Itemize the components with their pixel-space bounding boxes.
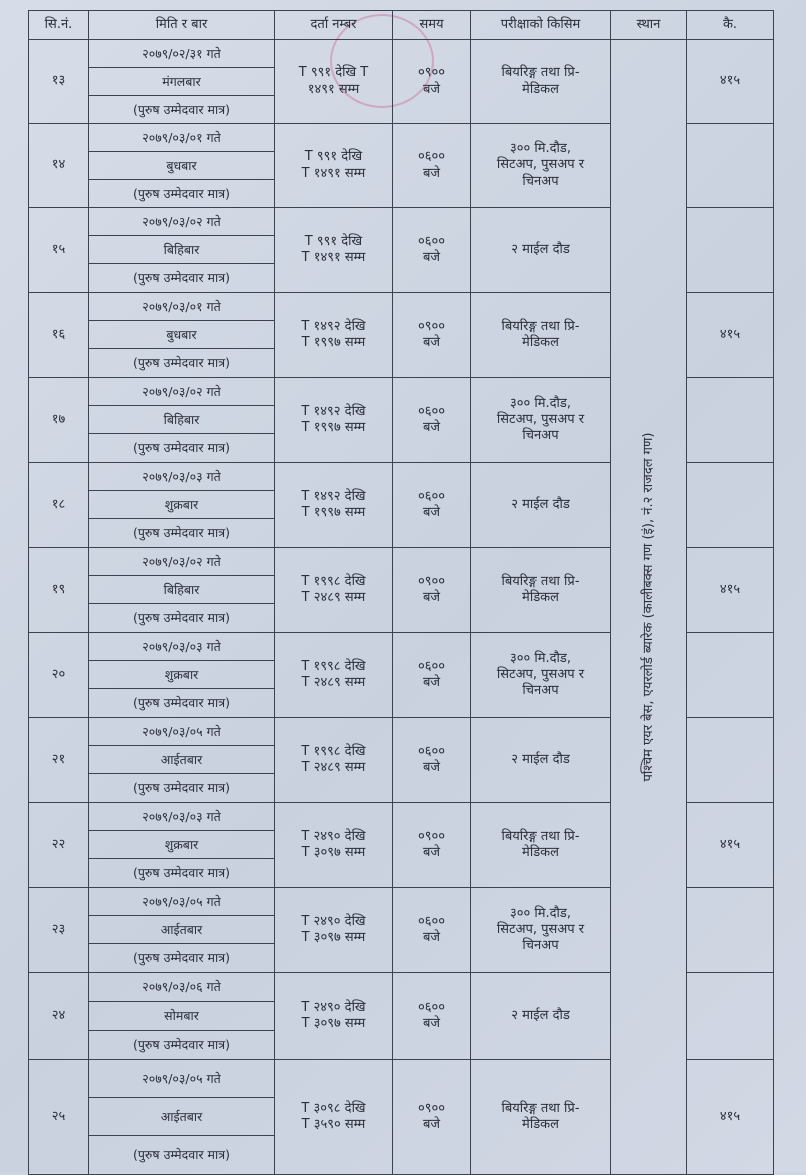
day-cell: बुधबार (89, 321, 275, 349)
header-date-day: मिति र बार (89, 11, 275, 40)
time-unit: बजे (422, 1117, 441, 1132)
remarks-cell (687, 463, 774, 548)
registration-from: T २४९० देखि (301, 913, 366, 929)
registration-from: T ९९१ देखि T (298, 65, 369, 81)
registration-to: १४९१ सम्म (307, 81, 360, 97)
time-cell (393, 208, 471, 293)
time-unit: बजे (422, 845, 441, 860)
time-value: ०९०० (417, 828, 446, 844)
day-cell: बिहिबार (89, 406, 275, 434)
exam-line-1: बियरिङ्ग तथा प्रि- (501, 65, 580, 81)
candidate-note-cell: (पुरुष उम्मेदवार मात्र) (89, 944, 275, 973)
time-unit: बजे (422, 505, 441, 520)
candidate-note-cell: (पुरुष उम्मेदवार मात्र) (89, 689, 275, 718)
time-value: ०९०० (417, 1100, 446, 1116)
day-cell: बिहिबार (89, 576, 275, 604)
time-cell (393, 124, 471, 208)
remarks-cell (687, 208, 774, 293)
exam-line-2: मेडिकल (522, 81, 559, 97)
day-cell: शुक्रबार (89, 831, 275, 859)
time-value: ०६०० (417, 913, 446, 929)
time-cell (393, 40, 471, 124)
remarks-cell: ४१५ (687, 1060, 774, 1175)
time-value: ०६०० (417, 403, 446, 419)
candidate-note-cell: (पुरुष उम्मेदवार मात्र) (89, 1136, 275, 1175)
registration-range-cell (275, 40, 393, 124)
header-exam-type: परीक्षाको किसिम (471, 11, 611, 40)
candidate-note-cell: (पुरुष उम्मेदवार मात्र) (89, 859, 275, 888)
candidate-note-cell: (पुरुष उम्मेदवार मात्र) (89, 96, 275, 124)
exam-line-3: चिनअप (522, 173, 559, 189)
day-cell: सोमबार (89, 1002, 275, 1031)
candidate-note-cell: (पुरुष उम्मेदवार मात्र) (89, 519, 275, 548)
exam-line-2: मेडिकल (522, 845, 559, 860)
exam-line-1: ३०० मि.दौड, (509, 395, 572, 411)
registration-from: T ३०९८ देखि (301, 1100, 366, 1116)
day-cell: शुक्रबार (89, 491, 275, 519)
registration-to: T ३०९७ सम्म (301, 1016, 366, 1031)
exam-type-cell (471, 973, 611, 1060)
exam-line-2: सिटअप, पुसअप र (496, 157, 585, 173)
registration-to: T १९९७ सम्म (301, 505, 366, 520)
registration-range-cell (275, 463, 393, 548)
time-cell (393, 888, 471, 973)
registration-to: T २४८९ सम्म (301, 590, 366, 605)
candidate-note-cell: (पुरुष उम्मेदवार मात्र) (89, 604, 275, 633)
remarks-cell (687, 973, 774, 1060)
remarks-cell: ४१५ (687, 548, 774, 633)
time-unit: बजे (422, 420, 441, 435)
exam-type-cell (471, 40, 611, 124)
registration-range-cell (275, 293, 393, 378)
time-cell (393, 463, 471, 548)
registration-range-cell (275, 548, 393, 633)
time-cell (393, 378, 471, 463)
date-cell: २०७९/०३/०५ गते (89, 718, 275, 746)
exam-line-1: बियरिङ्ग तथा प्रि- (501, 573, 580, 589)
date-cell: २०७९/०२/३१ गते (89, 40, 275, 68)
remarks-cell: ४१५ (687, 803, 774, 888)
location-text: पश्चिम एयर बेस, एयरलोर्ड ब्यारेक (कालीबक्स गण (इं), नं.२ राजदल गण) (640, 432, 656, 782)
exam-line-2: सिटअप, पुसअप र (496, 666, 585, 682)
serial-number-cell: २० (29, 633, 89, 718)
time-cell (393, 718, 471, 803)
day-cell: आईतबार (89, 746, 275, 774)
candidate-note-cell: (पुरुष उम्मेदवार मात्र) (89, 264, 275, 293)
serial-number-cell: २३ (29, 888, 89, 973)
exam-line-2: सिटअप, पुसअप र (496, 411, 585, 427)
serial-number-cell: १३ (29, 40, 89, 124)
exam-line-1: २ माईल दौड (511, 496, 570, 512)
date-cell: २०७९/०३/०२ गते (89, 378, 275, 406)
registration-to: T २४८९ सम्म (301, 675, 366, 690)
exam-line-2: मेडिकल (522, 1117, 559, 1132)
time-unit: बजे (422, 930, 441, 945)
registration-range-cell (275, 1060, 393, 1175)
time-value: ०६०० (417, 149, 446, 165)
day-cell: मंगलबार (89, 68, 275, 96)
exam-line-3: चिनअप (522, 428, 559, 444)
candidate-note-cell: (पुरुष उम्मेदवार मात्र) (89, 180, 275, 208)
serial-number-cell: २५ (29, 1060, 89, 1175)
registration-from: T १९९८ देखि (301, 743, 366, 759)
registration-to: T २४८९ सम्म (301, 760, 366, 775)
registration-from: T १९९८ देखि (301, 658, 366, 674)
remarks-cell: ४१५ (687, 293, 774, 378)
time-unit: बजे (422, 81, 441, 97)
header-sn: सि.नं. (29, 11, 89, 40)
exam-type-cell (471, 803, 611, 888)
remarks-cell (687, 378, 774, 463)
registration-to: T १४९१ सम्म (301, 165, 366, 181)
registration-range-cell (275, 718, 393, 803)
candidate-note-cell: (पुरुष उम्मेदवार मात्र) (89, 774, 275, 803)
day-cell: शुक्रबार (89, 661, 275, 689)
registration-from: T ९९१ देखि (304, 149, 363, 165)
time-cell (393, 633, 471, 718)
candidate-note-cell: (पुरुष उम्मेदवार मात्र) (89, 349, 275, 378)
exam-line-1: बियरिङ्ग तथा प्रि- (501, 1100, 580, 1116)
remarks-cell (687, 124, 774, 208)
registration-to: T १९९७ सम्म (301, 420, 366, 435)
header-row (29, 11, 774, 40)
registration-to: T ३०९७ सम्म (301, 845, 366, 860)
serial-number-cell: १५ (29, 208, 89, 293)
day-cell: बुधबार (89, 152, 275, 180)
exam-line-3: चिनअप (522, 938, 559, 954)
date-cell: २०७९/०३/०२ गते (89, 548, 275, 576)
registration-range-cell (275, 124, 393, 208)
exam-type-cell (471, 888, 611, 973)
remarks-cell (687, 888, 774, 973)
exam-line-1: २ माईल दौड (511, 1007, 570, 1023)
exam-type-cell (471, 124, 611, 208)
registration-range-cell (275, 973, 393, 1060)
time-unit: बजे (422, 760, 441, 775)
exam-line-1: ३०० मि.दौड, (509, 905, 572, 921)
exam-line-1: बियरिङ्ग तथा प्रि- (501, 828, 580, 844)
serial-number-cell: २२ (29, 803, 89, 888)
date-cell: २०७९/०३/०३ गते (89, 803, 275, 831)
date-cell: २०७९/०३/०३ गते (89, 463, 275, 491)
registration-to: T १९९७ सम्म (301, 335, 366, 350)
date-cell: २०७९/०३/०२ गते (89, 208, 275, 236)
exam-line-1: ३०० मि.दौड, (509, 141, 572, 157)
time-value: ०६०० (417, 999, 446, 1015)
time-unit: बजे (422, 250, 441, 265)
exam-type-cell (471, 718, 611, 803)
time-value: ०९०० (417, 65, 446, 81)
registration-range-cell (275, 803, 393, 888)
date-cell: २०७९/०३/०१ गते (89, 293, 275, 321)
registration-range-cell (275, 633, 393, 718)
exam-line-2: मेडिकल (522, 590, 559, 605)
registration-to: T ३०९७ सम्म (301, 930, 366, 945)
time-cell (393, 1060, 471, 1175)
time-cell (393, 803, 471, 888)
location-cell (611, 40, 687, 1175)
exam-type-cell (471, 1060, 611, 1175)
serial-number-cell: १९ (29, 548, 89, 633)
day-cell: बिहिबार (89, 236, 275, 264)
registration-to: T ३५९० सम्म (301, 1117, 366, 1132)
exam-type-cell (471, 208, 611, 293)
time-unit: बजे (422, 590, 441, 605)
serial-number-cell: १८ (29, 463, 89, 548)
exam-type-cell (471, 463, 611, 548)
registration-from: T १४९२ देखि (301, 318, 366, 334)
time-cell (393, 973, 471, 1060)
registration-range-cell (275, 208, 393, 293)
exam-line-1: २ माईल दौड (511, 241, 570, 257)
header-time: समय (393, 11, 471, 40)
header-location: स्थान (611, 11, 687, 40)
date-cell: २०७९/०३/०१ गते (89, 124, 275, 152)
exam-type-cell (471, 548, 611, 633)
time-cell (393, 293, 471, 378)
exam-line-1: बियरिङ्ग तथा प्रि- (501, 318, 580, 334)
day-cell: आईतबार (89, 1098, 275, 1136)
time-unit: बजे (422, 335, 441, 350)
registration-from: T १९९८ देखि (301, 573, 366, 589)
serial-number-cell: १७ (29, 378, 89, 463)
date-cell: २०७९/०३/०५ गते (89, 1060, 275, 1098)
exam-type-cell (471, 633, 611, 718)
time-value: ०९०० (417, 318, 446, 334)
date-cell: २०७९/०३/०५ गते (89, 888, 275, 916)
candidate-note-cell: (पुरुष उम्मेदवार मात्र) (89, 434, 275, 463)
serial-number-cell: १६ (29, 293, 89, 378)
time-value: ०६०० (417, 743, 446, 759)
exam-line-2: मेडिकल (522, 335, 559, 350)
registration-range-cell (275, 888, 393, 973)
time-value: ०६०० (417, 488, 446, 504)
time-cell (393, 548, 471, 633)
candidate-note-cell: (पुरुष उम्मेदवार मात्र) (89, 1031, 275, 1060)
exam-line-1: २ माईल दौड (511, 751, 570, 767)
remarks-cell (687, 718, 774, 803)
registration-from: T ९९१ देखि (304, 233, 363, 249)
exam-schedule-table (28, 10, 774, 1175)
registration-from: T १४९२ देखि (301, 488, 366, 504)
registration-to: T १४९१ सम्म (301, 250, 366, 265)
serial-number-cell: २१ (29, 718, 89, 803)
exam-type-cell (471, 378, 611, 463)
exam-line-3: चिनअप (522, 683, 559, 699)
time-unit: बजे (422, 675, 441, 690)
registration-from: T २४९० देखि (301, 828, 366, 844)
time-unit: बजे (422, 1016, 441, 1031)
registration-from: T २४९० देखि (301, 999, 366, 1015)
registration-from: T १४९२ देखि (301, 403, 366, 419)
time-value: ०६०० (417, 658, 446, 674)
time-value: ०९०० (417, 573, 446, 589)
day-cell: आईतबार (89, 916, 275, 944)
header-reg-no: दर्ता नम्बर (275, 11, 393, 40)
remarks-cell (687, 633, 774, 718)
serial-number-cell: १४ (29, 124, 89, 208)
date-cell: २०७९/०३/०३ गते (89, 633, 275, 661)
date-cell: २०७९/०३/०६ गते (89, 973, 275, 1002)
serial-number-cell: २४ (29, 973, 89, 1060)
remarks-cell: ४१५ (687, 40, 774, 124)
exam-line-1: ३०० मि.दौड, (509, 650, 572, 666)
table-row (29, 40, 774, 68)
time-unit: बजे (422, 165, 441, 181)
exam-type-cell (471, 293, 611, 378)
time-value: ०६०० (417, 233, 446, 249)
registration-range-cell (275, 378, 393, 463)
header-remarks: कै. (687, 11, 774, 40)
exam-line-2: सिटअप, पुसअप र (496, 921, 585, 937)
